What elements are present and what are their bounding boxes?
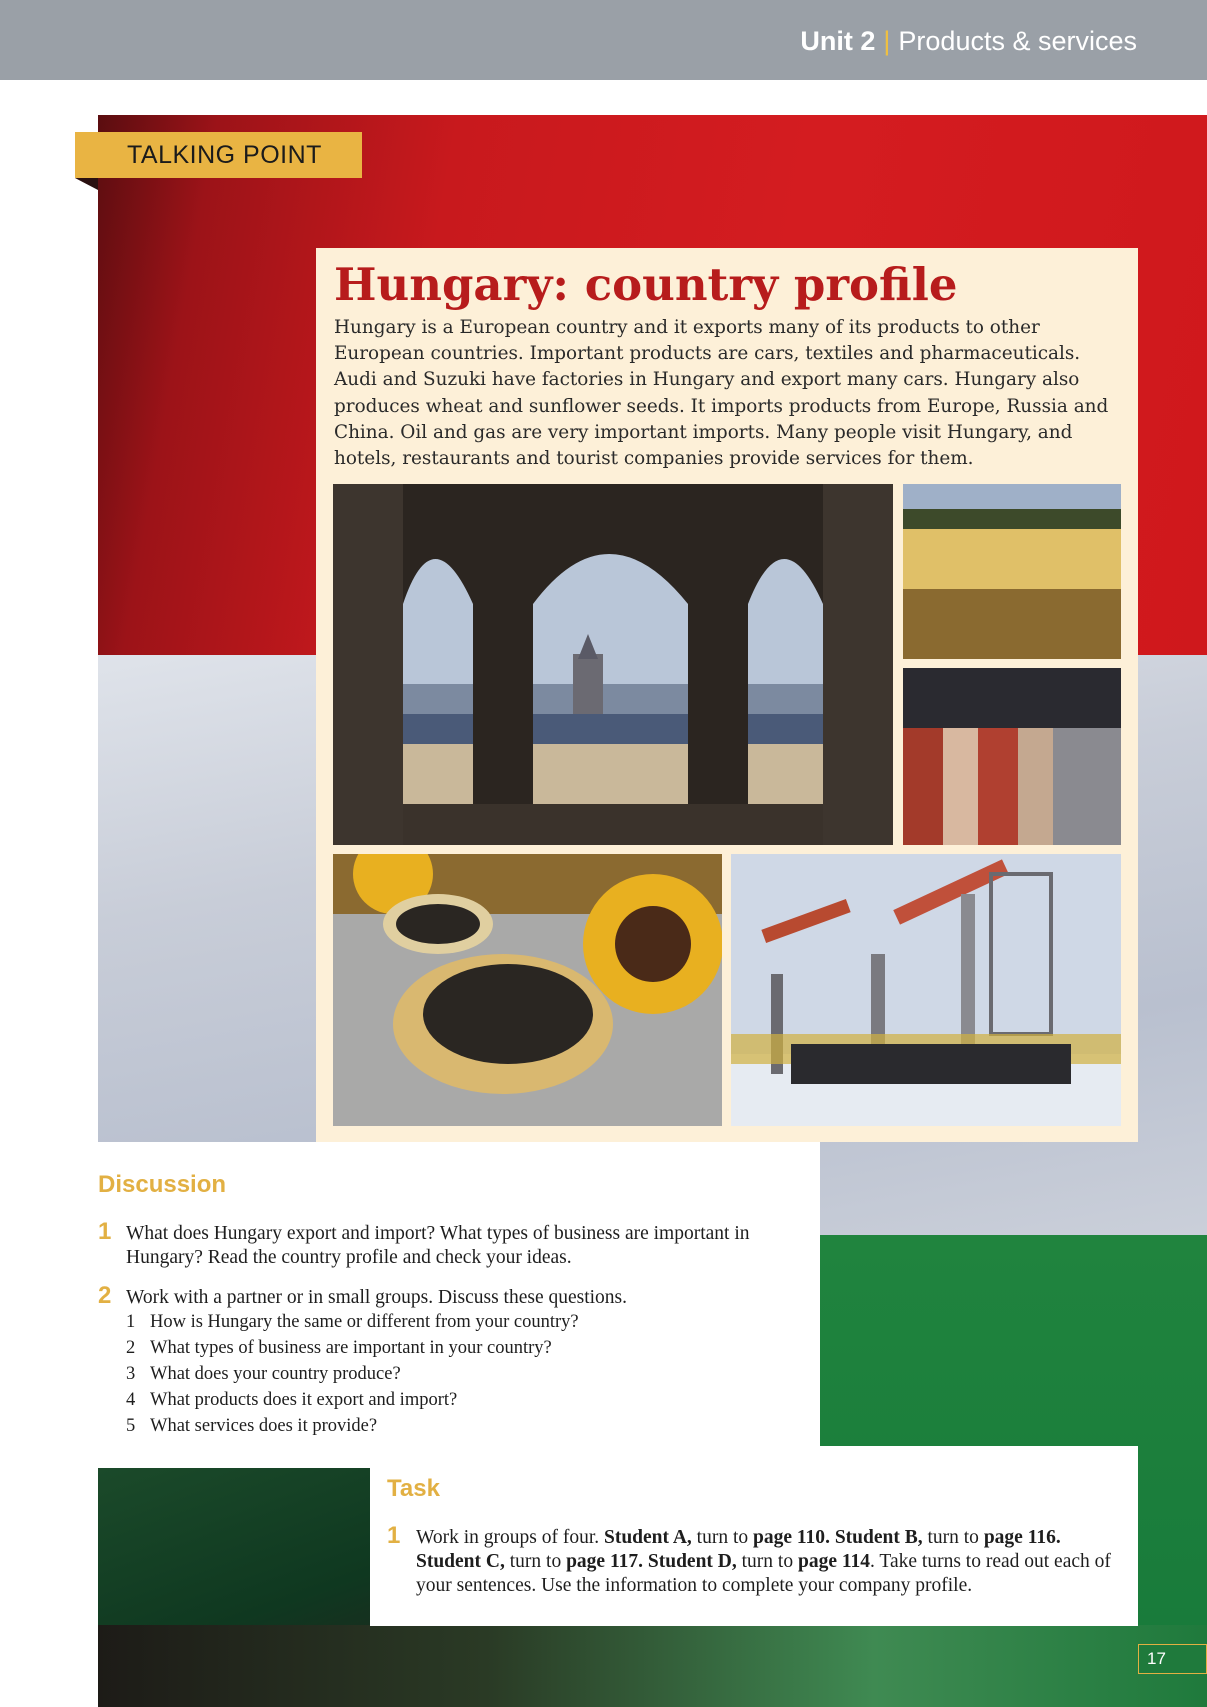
sunflower-seeds-photo (333, 854, 722, 1126)
question-text: How is Hungary the same or different from your country? (150, 1312, 579, 1332)
oil-pumps-photo (731, 854, 1121, 1126)
discussion-title: Discussion (98, 1171, 227, 1198)
header-bar (0, 0, 1207, 80)
task-student: Student A, (604, 1527, 692, 1548)
task-box (370, 1446, 1138, 1626)
task-title: Task (387, 1475, 440, 1502)
task-text-part: turn to (736, 1551, 798, 1572)
discussion-item-number: 1 (98, 1218, 112, 1245)
question-number: 3 (126, 1364, 136, 1384)
question-text: What types of business are important in your country? (150, 1338, 552, 1358)
textiles-photo (903, 668, 1121, 845)
unit-heading (800, 26, 1137, 57)
question-number: 1 (126, 1312, 136, 1332)
task-text-part: . (825, 1527, 835, 1548)
task-page-ref: page 110 (753, 1527, 826, 1548)
unit-separator: | (883, 26, 891, 56)
question-item (126, 1312, 579, 1333)
task-text-part: . (638, 1551, 648, 1572)
wheat-field-photo (903, 484, 1121, 659)
profile-text: Hungary is a European country and it exports many of its products to other European countries. Important products are cars, textiles and pharmaceuticals. Audi and Suzuki have factories in Hungary and export many cars. Hungary also produces wheat and sunflower seeds. It imports products from Europe, Russia and China. Oil and gas are very important imports. Many people visit Hungary, and hotels, restaurants and tourist companies provide services for them. (334, 317, 1109, 470)
task-item-number: 1 (387, 1522, 401, 1549)
talking-point-label: TALKING POINT (75, 132, 362, 178)
tag-fold (75, 178, 98, 190)
question-text: What products does it export and import? (150, 1390, 458, 1410)
question-item (126, 1390, 457, 1411)
task-student: Student D, (647, 1551, 737, 1572)
task-text (416, 1526, 1121, 1598)
unit-section: Products & services (898, 26, 1137, 56)
unit-number: Unit 2 (800, 26, 876, 56)
task-text-part: . (1055, 1527, 1061, 1548)
question-item (126, 1338, 552, 1359)
question-item (126, 1416, 377, 1437)
profile-title: Hungary: country profile (334, 258, 958, 311)
discussion-item-text: Work with a partner or in small groups. Discuss these questions. (126, 1287, 628, 1308)
task-page-ref: page 114 (797, 1551, 871, 1572)
task-page-ref: page 117 (566, 1551, 639, 1572)
task-text-part: turn to (691, 1527, 753, 1548)
question-text: What services does it provide? (150, 1416, 378, 1436)
task-text-part: turn to (922, 1527, 984, 1548)
question-number: 2 (126, 1338, 136, 1358)
flag-green-band-bottom (98, 1625, 1207, 1707)
discussion-item-text: What does Hungary export and import? What types of business are important in Hungary? Read the country profile and check your ideas. (126, 1223, 750, 1268)
task-student: Student B, (834, 1527, 923, 1548)
question-item (126, 1364, 401, 1385)
task-text-part: Work in groups of four. (416, 1527, 604, 1548)
task-page-ref: page 116 (983, 1527, 1056, 1548)
task-student: Student C, (416, 1551, 505, 1572)
question-text: What does your country produce? (150, 1364, 401, 1384)
page-number: 17 (1138, 1644, 1207, 1674)
discussion-item-number: 2 (98, 1282, 112, 1309)
task-text-part: turn to (504, 1551, 567, 1572)
country-profile-panel (316, 248, 1138, 1142)
budapest-photo (333, 484, 893, 845)
question-number: 5 (126, 1416, 136, 1436)
question-number: 4 (126, 1390, 136, 1410)
task-text-part: . Take turns to read out each of your sentences. Use the information to complete your company profile. (416, 1551, 1111, 1596)
